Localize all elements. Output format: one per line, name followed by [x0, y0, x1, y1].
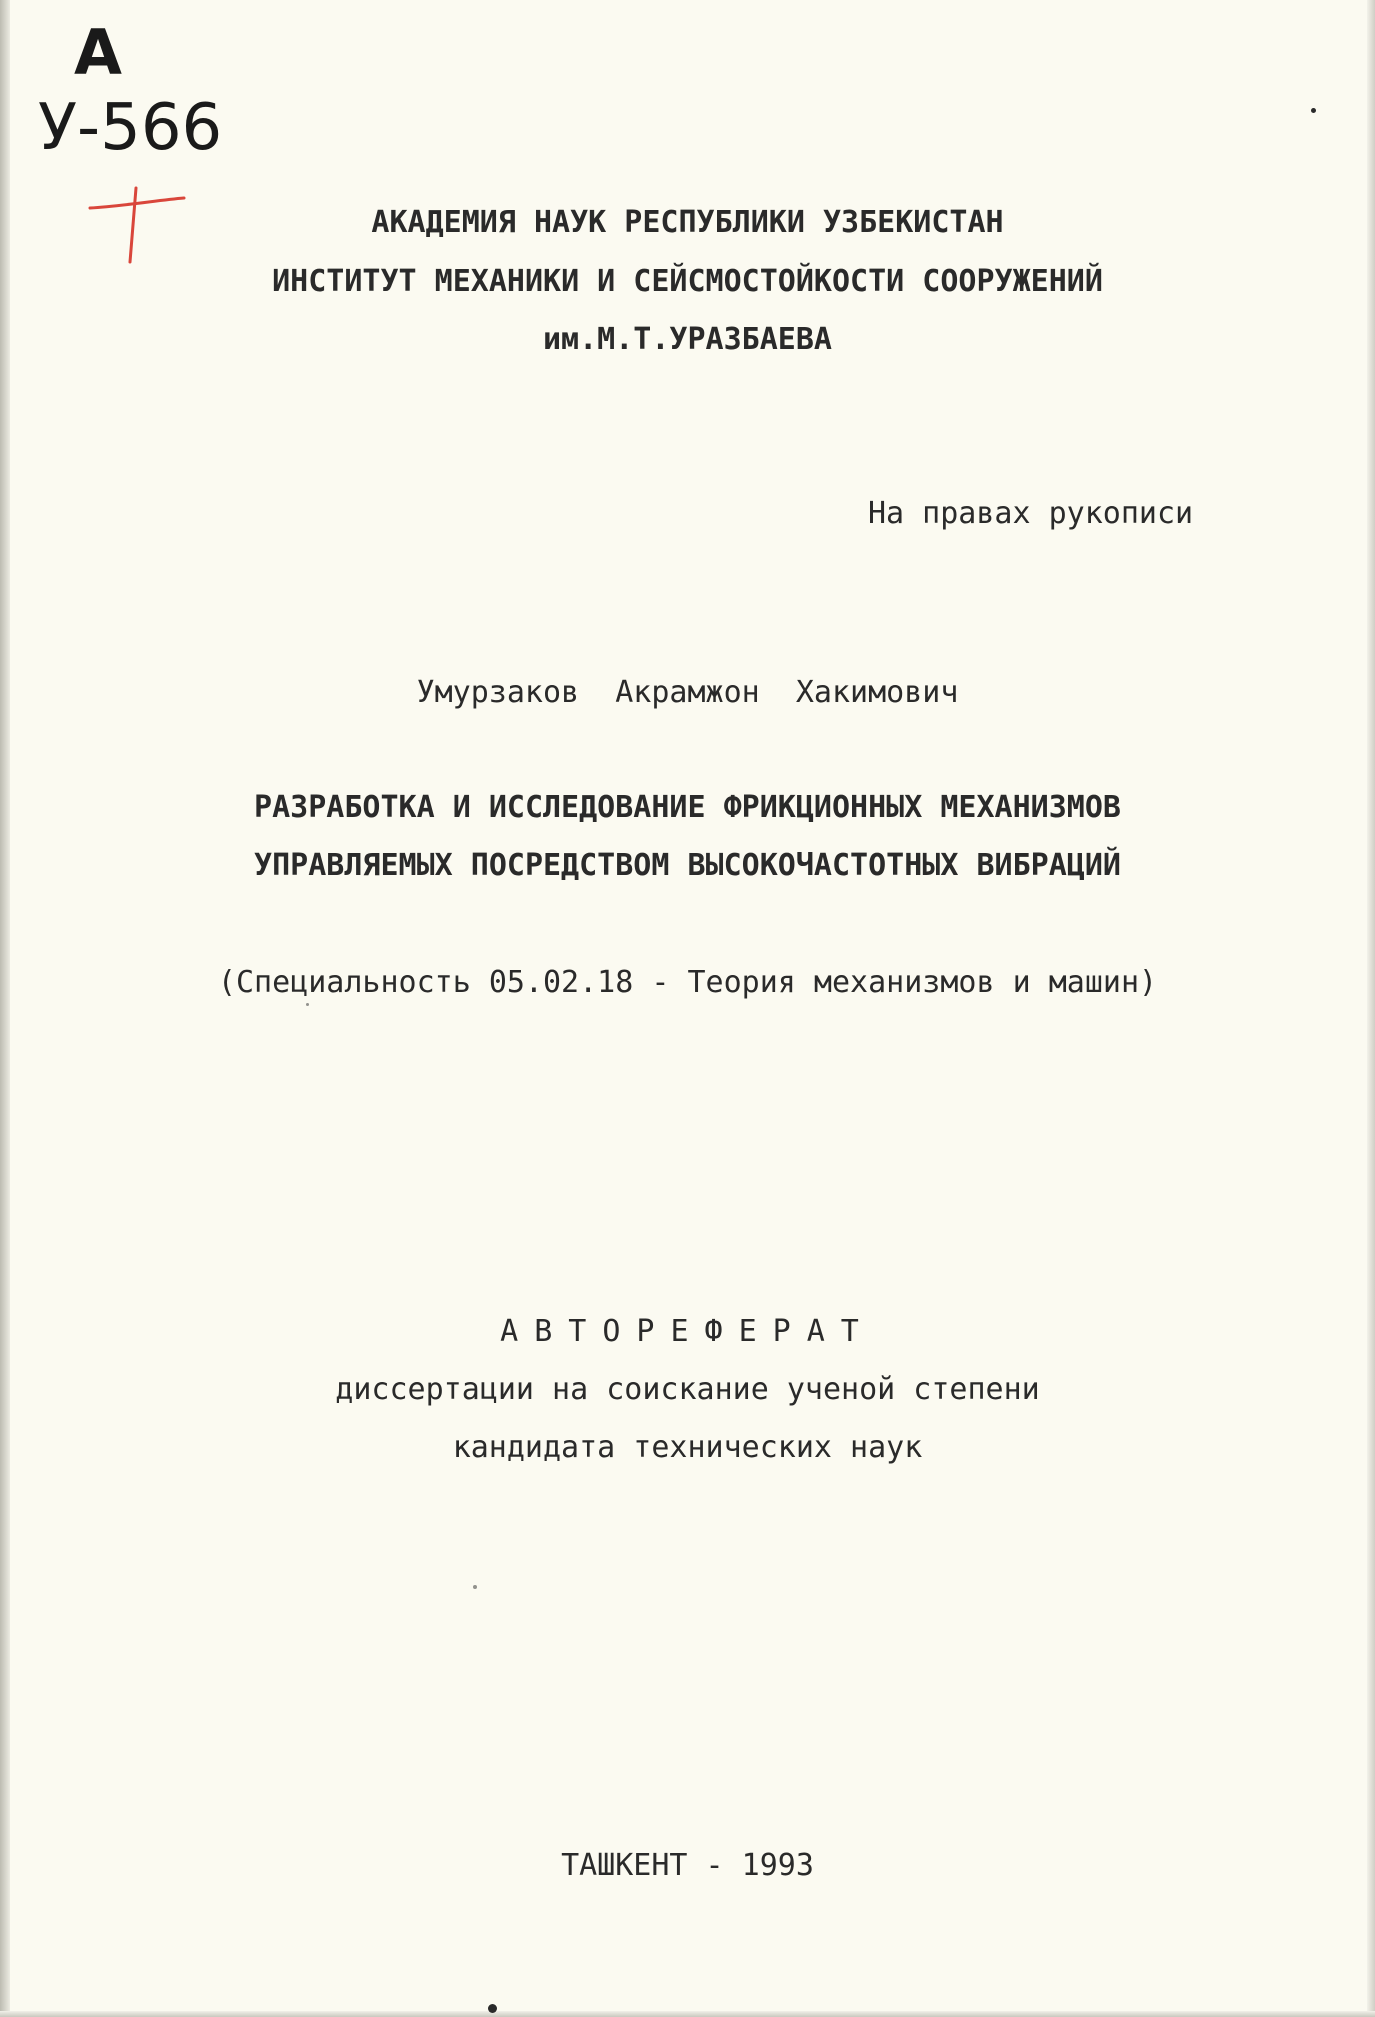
abstract-line-2: кандидата технических наук — [452, 1430, 923, 1465]
scan-speck — [306, 1003, 309, 1006]
page-edge-left — [0, 0, 10, 2017]
scan-speck — [488, 2004, 497, 2013]
title-line-1: РАЗРАБОТКА И ИССЛЕДОВАНИЕ ФРИКЦИОННЫХ МЕХАНИЗМОВ — [254, 790, 1121, 825]
header-institute: ИНСТИТУТ МЕХАНИКИ И СЕЙСМОСТОЙКОСТИ СООРУЖЕНИЙ — [272, 264, 1103, 299]
manuscript-note: На правах рукописи — [868, 496, 1194, 531]
scan-speck — [473, 1585, 477, 1589]
header-academy: АКАДЕМИЯ НАУК РЕСПУБЛИКИ УЗБЕКИСТАН — [371, 205, 1004, 240]
handwritten-catalog-number: У-566 — [38, 91, 223, 165]
author-name: Умурзаков Акрамжон Хакимович — [416, 675, 959, 710]
scan-speck — [1311, 108, 1316, 113]
abstract-heading: АВТОРЕФЕРАТ — [500, 1314, 875, 1349]
abstract-line-1: диссертации на соискание ученой степени — [335, 1372, 1040, 1407]
specialty-line: (Специальность 05.02.18 - Теория механизмов и машин) — [217, 965, 1158, 1000]
header-named-after: им.М.Т.УРАЗБАЕВА — [543, 322, 832, 357]
handwritten-letter: А — [74, 16, 122, 89]
title-line-2: УПРАВЛЯЕМЫХ ПОСРЕДСТВОМ ВЫСОКОЧАСТОТНЫХ ВИБРАЦИЙ — [254, 848, 1121, 883]
page-edge-bottom — [0, 2011, 1375, 2017]
page-edge-right — [1367, 0, 1375, 2017]
footer-city-year: ТАШКЕНТ - 1993 — [561, 1848, 814, 1883]
